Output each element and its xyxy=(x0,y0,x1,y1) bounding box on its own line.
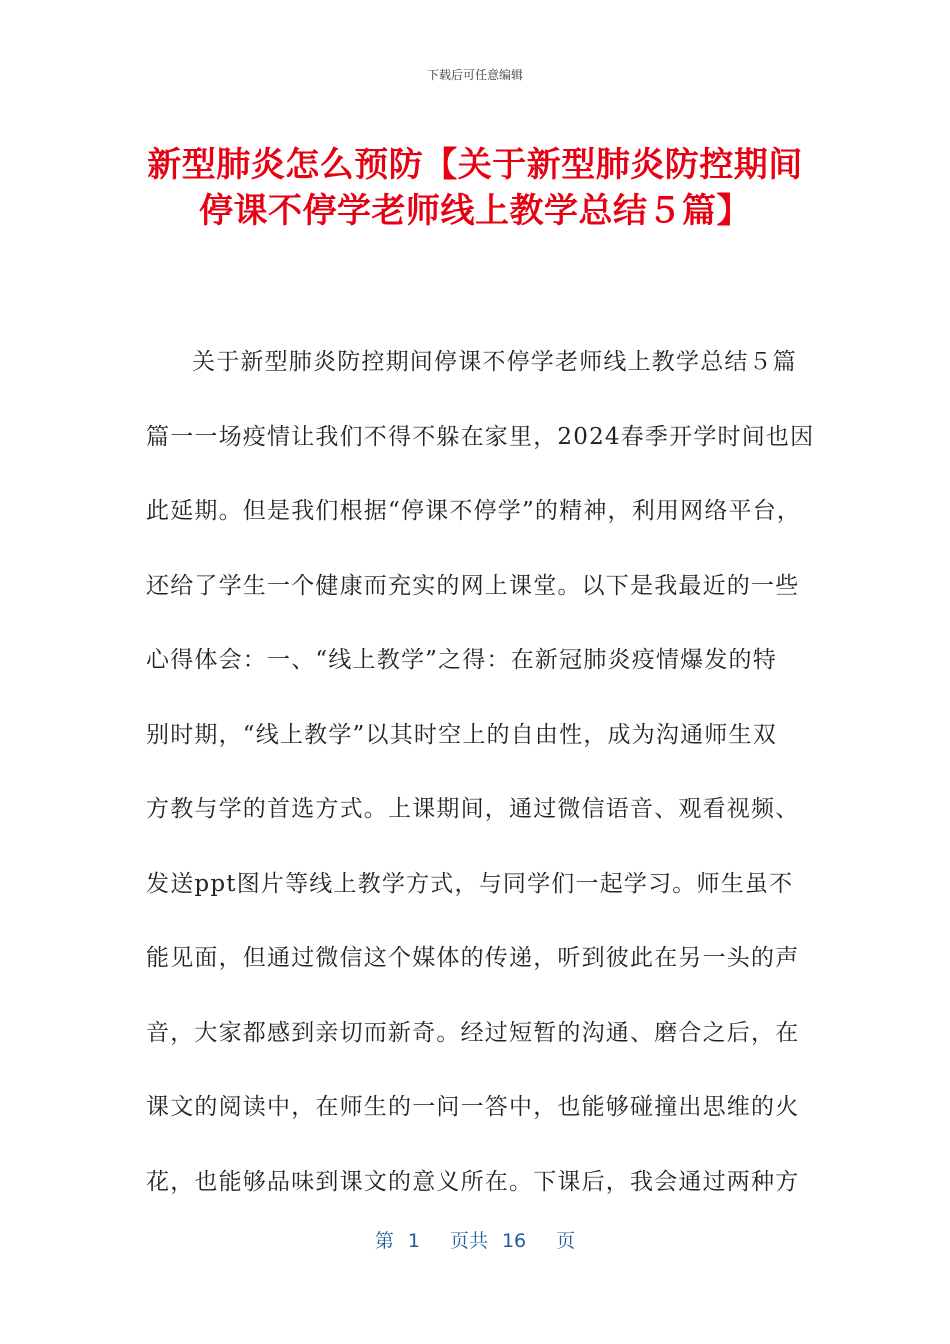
body-line-2: 篇一一场疫情让我们不得不躲在家里，2024春季开学时间也因 xyxy=(146,423,815,450)
body-line-8: 发送ppt图片等线上教学方式，与同学们一起学习。师生虽不 xyxy=(146,870,794,897)
footer-current-page: 1 xyxy=(407,1230,420,1252)
body-line-4: 还给了学生一个健康而充实的网上课堂。以下是我最近的一些 xyxy=(146,572,800,599)
document-title xyxy=(90,142,860,234)
body-line-9: 能见面，但通过微信这个媒体的传递，听到彼此在另一头的声 xyxy=(146,945,800,971)
footer-suffix: 页 xyxy=(556,1230,576,1252)
body-line-7: 方教与学的首选方式。上课期间，通过微信语音、观看视频、 xyxy=(146,796,800,822)
footer-total-pages: 16 xyxy=(501,1230,527,1252)
body-line-11: 课文的阅读中，在师生的一问一答中，也能够碰撞出思维的火 xyxy=(146,1094,800,1120)
footer-prefix: 第 xyxy=(374,1230,394,1252)
document-title-line-2: 停课不停学老师线上教学总结５篇】 xyxy=(199,191,751,231)
body-line-12: 花，也能够品味到课文的意义所在。下课后，我会通过两种方 xyxy=(146,1168,800,1195)
document-title-line-1: 新型肺炎怎么预防【关于新型肺炎防控期间 xyxy=(147,145,803,185)
body-line-5: 心得体会：一、“线上教学”之得：在新冠肺炎疫情爆发的特 xyxy=(146,647,777,673)
body-line-1: 关于新型肺炎防控期间停课不停学老师线上教学总结５篇 xyxy=(192,349,797,375)
body-line-6: 别时期，“线上教学”以其时空上的自由性，成为沟通师生双 xyxy=(146,721,777,748)
page-header-note: 下载后可任意编辑 xyxy=(426,68,523,82)
body-line-3: 此延期。但是我们根据“停课不停学”的精神，利用网络平台， xyxy=(146,498,802,524)
body-line-10: 音，大家都感到亲切而新奇。经过短暂的沟通、磨合之后，在 xyxy=(146,1019,800,1046)
document-body xyxy=(146,325,815,1219)
page-footer xyxy=(0,1226,950,1253)
footer-middle: 页共 xyxy=(449,1230,488,1252)
